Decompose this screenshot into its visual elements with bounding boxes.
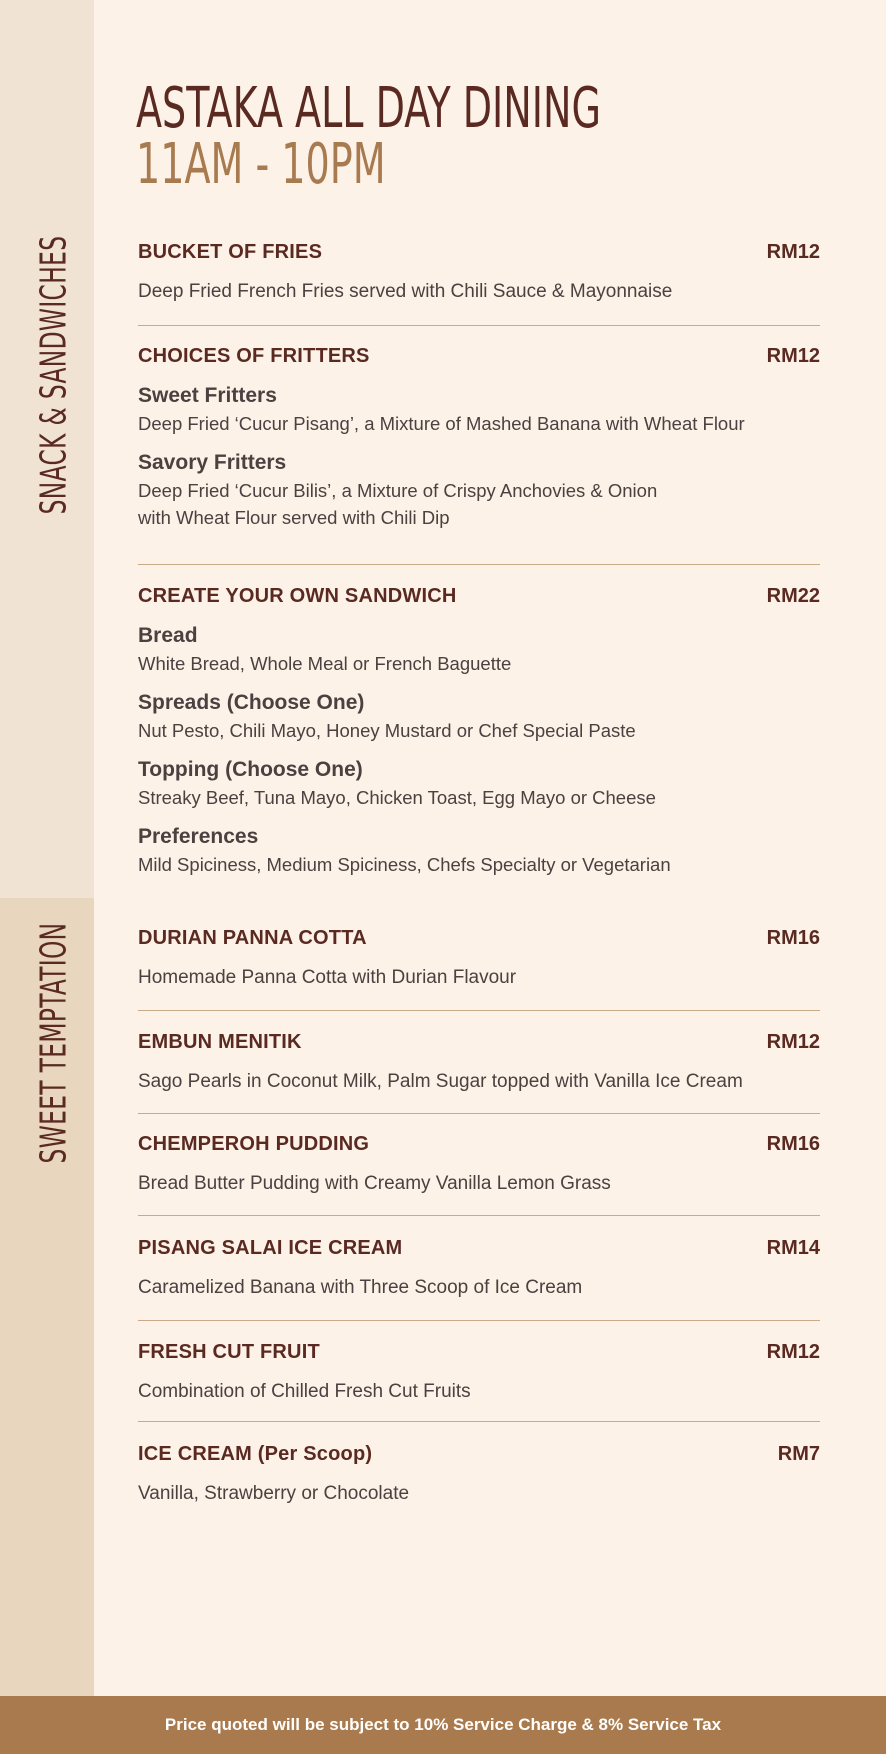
item-price: RM22: [766, 585, 820, 607]
sub-option: [138, 449, 820, 531]
item-price: RM12: [766, 345, 820, 367]
divider: [138, 1010, 820, 1011]
sub-option-title: Bread: [138, 624, 198, 647]
item-price: RM16: [766, 927, 820, 949]
menu-item-fritters: [138, 345, 820, 531]
item-description: Deep Fried French Fries served with Chili Sauce & Mayonnaise: [138, 281, 673, 302]
item-name: CHEMPEROH PUDDING: [138, 1133, 370, 1155]
item-description: Combination of Chilled Fresh Cut Fruits: [138, 1381, 471, 1402]
divider: [138, 1320, 820, 1321]
item-description: Sago Pearls in Coconut Milk, Palm Sugar topped with Vanilla Ice Cream: [138, 1071, 743, 1092]
menu-item-fries: [138, 241, 820, 305]
sub-option: [138, 689, 820, 744]
sub-option-description: White Bread, Whole Meal or French Baguette: [138, 653, 512, 674]
menu-item-icecream: [138, 1443, 820, 1507]
item-name: BUCKET OF FRIES: [138, 241, 323, 263]
divider: [138, 1215, 820, 1216]
sub-option-description: Deep Fried ‘Cucur Bilis’, a Mixture of Crispy Anchovies & Onion: [138, 480, 658, 501]
item-description: Bread Butter Pudding with Creamy Vanilla Lemon Grass: [138, 1173, 611, 1194]
item-name: ICE CREAM (Per Scoop): [138, 1443, 373, 1465]
menu-item-durian: [138, 927, 820, 991]
sub-option-title: Sweet Fritters: [138, 384, 277, 407]
item-name: FRESH CUT FRUIT: [138, 1341, 320, 1363]
service-charge-footer: [0, 1696, 886, 1754]
sub-option-title: Topping (Choose One): [138, 758, 363, 781]
divider: [138, 325, 820, 326]
sub-option-description: Streaky Beef, Tuna Mayo, Chicken Toast, Egg Mayo or Cheese: [138, 787, 656, 808]
item-price: RM16: [766, 1133, 820, 1155]
sub-option-description: Deep Fried ‘Cucur Pisang’, a Mixture of Mashed Banana with Wheat Flour: [138, 413, 745, 434]
item-price: RM12: [766, 1031, 820, 1053]
item-price: RM7: [777, 1443, 820, 1465]
sub-option-description: Nut Pesto, Chili Mayo, Honey Mustard or Chef Special Paste: [138, 720, 636, 741]
sub-option: [138, 756, 820, 811]
item-price: RM12: [766, 1341, 820, 1363]
menu-item-sandwich: [138, 585, 820, 878]
divider: [138, 1113, 820, 1114]
item-price: RM14: [766, 1237, 820, 1259]
item-description: Vanilla, Strawberry or Chocolate: [138, 1483, 410, 1504]
sub-option: [138, 622, 820, 677]
item-name: EMBUN MENITIK: [138, 1031, 302, 1053]
sub-option-title: Spreads (Choose One): [138, 691, 365, 714]
divider: [138, 1421, 820, 1422]
item-name: DURIAN PANNA COTTA: [138, 927, 367, 949]
opening-hours: 11AM - 10PM: [136, 132, 386, 197]
section-label-snack: SNACK & SANDWICHES: [33, 235, 75, 515]
item-name: CHOICES OF FRITTERS: [138, 345, 370, 367]
footer-note: Price quoted will be subject to 10% Service Charge & 8% Service Tax: [164, 1715, 722, 1734]
item-name: PISANG SALAI ICE CREAM: [138, 1237, 403, 1259]
section-label-sweet: SWEET TEMPTATION: [33, 922, 75, 1164]
menu-item-pisang: [138, 1237, 820, 1301]
item-description: Homemade Panna Cotta with Durian Flavour: [138, 967, 517, 988]
menu-item-embun: [138, 1031, 820, 1095]
item-price: RM12: [766, 241, 820, 263]
menu-item-chemperoh: [138, 1133, 820, 1197]
divider: [138, 564, 820, 565]
sub-option-description: Mild Spiciness, Medium Spiciness, Chefs Specialty or Vegetarian: [138, 854, 671, 875]
sub-option: [138, 823, 820, 878]
sub-option: [138, 382, 820, 437]
sub-option-title: Savory Fritters: [138, 451, 287, 474]
sub-option-description: with Wheat Flour served with Chili Dip: [138, 507, 450, 528]
page-title: ASTAKA ALL DAY DINING: [136, 76, 601, 141]
menu-item-fruit: [138, 1341, 820, 1405]
item-name: CREATE YOUR OWN SANDWICH: [138, 585, 457, 607]
sub-option-title: Preferences: [138, 825, 259, 848]
item-description: Caramelized Banana with Three Scoop of Ice Cream: [138, 1277, 583, 1298]
